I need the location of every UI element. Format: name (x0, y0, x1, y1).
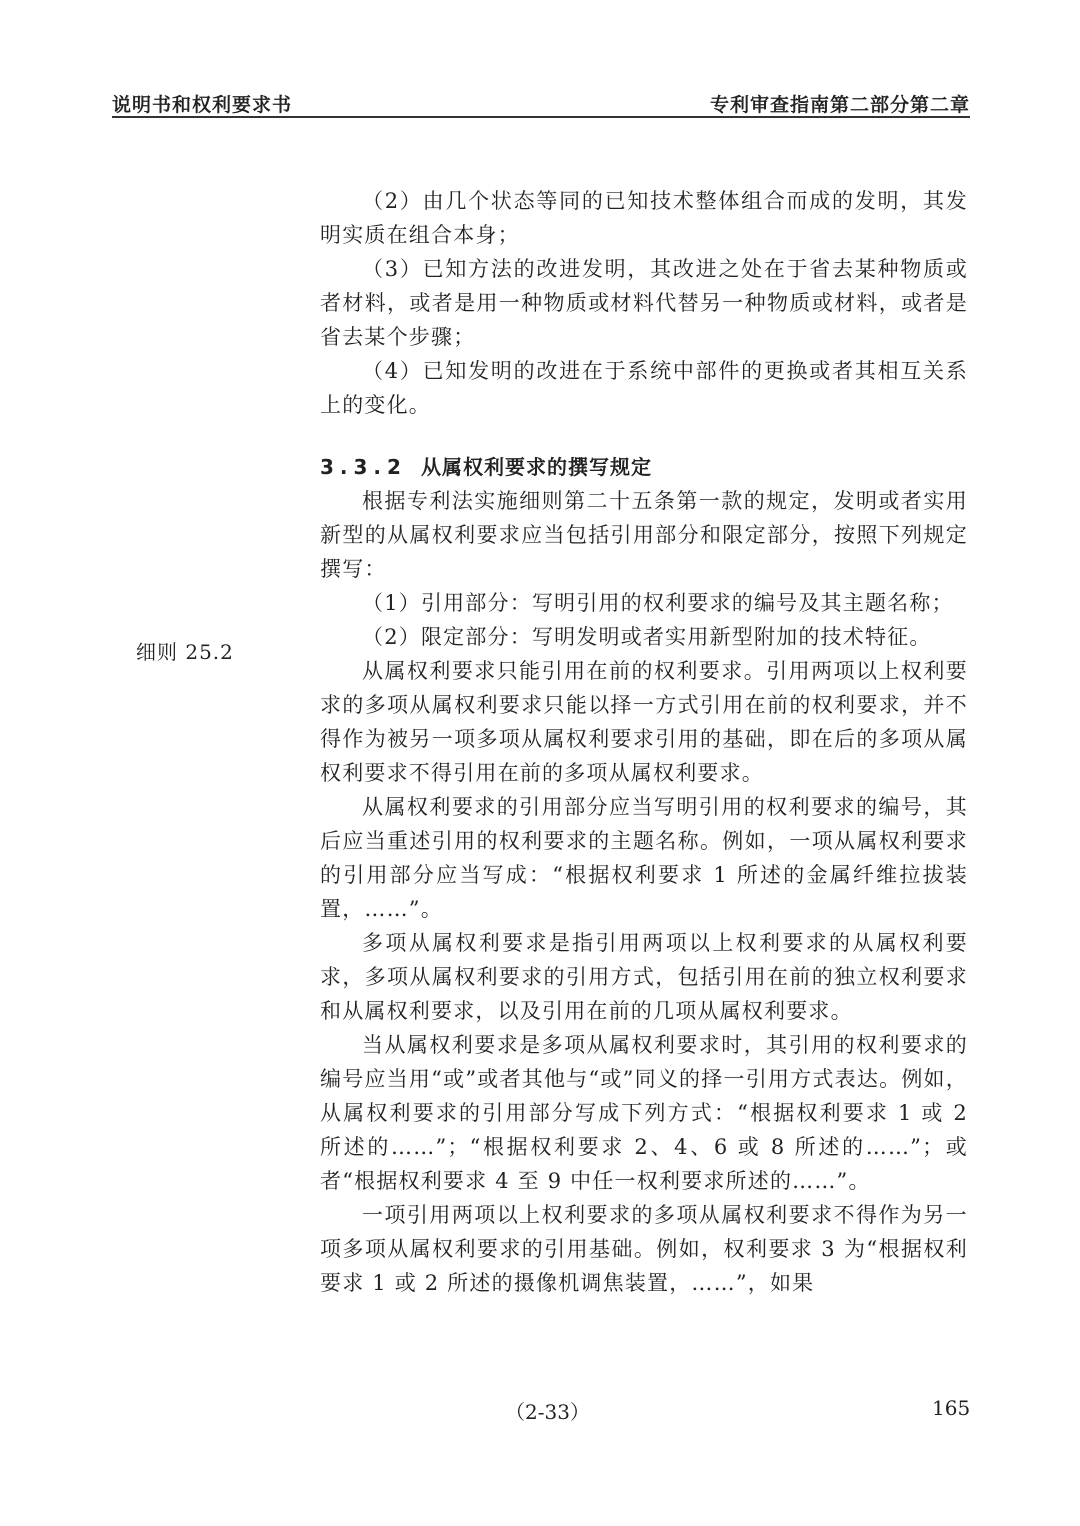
page-number: 165 (932, 1396, 971, 1420)
paragraph-item-4: （4）已知发明的改进在于系统中部件的更换或者其相互关系上的变化。 (320, 359, 968, 417)
paragraph-reference-part: 从属权利要求的引用部分应当写明引用的权利要求的编号，其后应当重述引用的权利要求的主题名称。例如，一项从属权利要求的引用部分应当写成：“根据权利要求 1 所述的金属纤维拉拔装置，……”。 (320, 795, 968, 921)
paragraph-reference-basis: 一项引用两项以上权利要求的多项从属权利要求不得作为另一项多项从属权利要求的引用基础。例如，权利要求 3 为“根据权利要求 1 或 2 所述的摄像机调焦装置，……”，如果 (320, 1203, 968, 1295)
paragraph-dependency-rule: 从属权利要求只能引用在前的权利要求。引用两项以上权利要求的多项从属权利要求只能以择一方式引用在前的权利要求，并不得作为被另一项多项从属权利要求引用的基础，即在后的多项从属权利要求不得引用在前的多项从属权利要求。 (320, 659, 968, 785)
margin-note: 细则 25.2 (136, 640, 234, 664)
main-content (320, 184, 968, 1300)
list-item-limiting-part: （2）限定部分：写明发明或者实用新型附加的技术特征。 (362, 625, 932, 649)
paragraph-multiple-dependent: 多项从属权利要求是指引用两项以上权利要求的从属权利要求，多项从属权利要求的引用方式，包括引用在前的独立权利要求和从属权利要求，以及引用在前的几项从属权利要求。 (320, 931, 968, 1023)
section-heading (320, 450, 968, 484)
section-number: 3.3.2 (320, 455, 407, 479)
page-header (112, 86, 970, 118)
header-right-title: 专利审查指南第二部分第二章 (709, 94, 970, 116)
list-item-reference-part: （1）引用部分：写明引用的权利要求的编号及其主题名称； (362, 591, 954, 615)
paragraph-rule: 根据专利法实施细则第二十五条第一款的规定，发明或者实用新型的从属权利要求应当包括引用部分和限定部分，按照下列规定撰写： (320, 489, 968, 581)
section-title: 从属权利要求的撰写规定 (420, 455, 652, 479)
paragraph-item-2: （2）由几个状态等同的已知技术整体组合而成的发明，其发明实质在组合本身； (320, 189, 968, 247)
footer-section-code: （2-33） (505, 1400, 590, 1424)
paragraph-item-3: （3）已知方法的改进发明，其改进之处在于省去某种物质或者材料，或者是用一种物质或材料代替另一种物质或材料，或者是省去某个步骤； (320, 257, 968, 349)
header-left-title: 说明书和权利要求书 (112, 94, 293, 116)
paragraph-alternative-reference: 当从属权利要求是多项从属权利要求时，其引用的权利要求的编号应当用“或”或者其他与“或”同义的择一引用方式表达。例如，从属权利要求的引用部分写成下列方式：“根据权利要求 1 或 2 所述的……”；“根据权利要求 2、4、6 或 8 所述的……”；或者“根据权利要求 4 至 9 中任一权利要求所述的……”。 (320, 1033, 968, 1193)
